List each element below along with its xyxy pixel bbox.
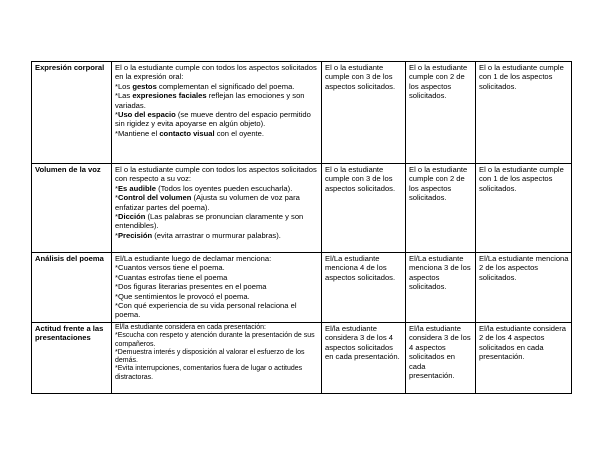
item-keyword: Precisión (117, 230, 153, 240)
description-item: *Con qué experiencia de su vida personal relaciona el poema. (115, 301, 297, 320)
description-item: *Dos figuras literarias presentes en el poema (115, 282, 267, 292)
criterion-cell (32, 253, 112, 323)
level-3-cell (406, 62, 476, 164)
item-keyword: Control del volumen (117, 193, 192, 203)
rubric-row-actitud (32, 323, 572, 394)
level-3-cell (406, 323, 476, 394)
level-4-cell (476, 164, 572, 253)
item-text: (Las palabras se pronuncian claramente y son entendibles). (115, 212, 304, 231)
item-text: (se mueve dentro del espacio permitido sin rigidez y evita apoyarse en algún objeto). (115, 110, 311, 129)
description-item (115, 231, 319, 240)
description-item: *Escucha con respeto y atención durante la presentación de sus compañeros. (115, 332, 315, 348)
item-text: reflejan las emociones y son variadas. (115, 91, 305, 110)
level-text: El o la estudiante cumple con 1 de los aspectos solicitados. (479, 63, 564, 91)
description-intro: El/la estudiante considera en cada presentación: (115, 324, 266, 331)
level-4-cell (476, 323, 572, 394)
criterion-cell (32, 62, 112, 164)
item-prefix: *Mantiene el (115, 128, 160, 138)
rubric-row-volumen (32, 164, 572, 253)
level-2-cell (322, 62, 406, 164)
item-prefix: *Las (115, 91, 133, 101)
rubric-row-expresion (32, 62, 572, 164)
item-keyword: gestos (132, 81, 157, 91)
level-text: El/La estudiante menciona 2 de los aspectos solicitados. (479, 254, 569, 282)
level-4-cell (476, 253, 572, 323)
level-4-cell (476, 62, 572, 164)
description-cell (112, 62, 322, 164)
item-prefix: * (115, 230, 118, 240)
criterion-cell (32, 323, 112, 394)
level-2-cell (322, 323, 406, 394)
level-text: El/la estudiante considera 3 de los 4 aspectos solicitados en cada presentación. (325, 324, 400, 362)
criterion-cell (32, 164, 112, 253)
description-cell (112, 164, 322, 253)
level-text: El o la estudiante cumple con 2 de los aspectos solicitados. (409, 63, 468, 101)
description-intro: El/La estudiante luego de declamar menciona: (115, 254, 272, 263)
level-3-cell (406, 164, 476, 253)
item-prefix: * (115, 110, 118, 120)
description-item: *Cuantas estrofas tiene el poema (115, 272, 228, 282)
level-2-cell (322, 164, 406, 253)
description-item: *Cuantos versos tiene el poema. (115, 263, 225, 273)
description-item (115, 212, 319, 231)
level-3-cell (406, 253, 476, 323)
criterion-label: Expresión corporal (35, 63, 105, 72)
description-intro: El o la estudiante cumple con todos los aspectos solicitados con respecto a su voz: (115, 165, 317, 184)
level-text: El/La estudiante menciona 3 de los aspectos solicitados. (409, 254, 471, 292)
description-cell (112, 253, 322, 323)
description-intro: El o la estudiante cumple con todos los aspectos solicitados en la expresión oral: (115, 63, 317, 82)
item-prefix: *Los (115, 81, 133, 91)
item-prefix: * (115, 193, 118, 203)
description-item (115, 91, 319, 110)
item-text: complementan el significado del poema. (156, 81, 295, 91)
rubric-table (31, 61, 572, 394)
level-text: El o la estudiante cumple con 1 de los aspectos solicitados. (479, 165, 564, 193)
description-cell (112, 323, 322, 394)
description-item (115, 193, 319, 212)
rubric-row-analisis (32, 253, 572, 323)
description-item: *Evita interrupciones, comentarios fuera de lugar o actitudes distractoras. (115, 365, 303, 381)
description-item (115, 82, 319, 91)
item-prefix: * (115, 212, 118, 222)
level-text: El/la estudiante considera 2 de los 4 aspectos solicitados en cada presentación. (479, 324, 566, 362)
criterion-label: Actitud frente a las presentaciones (35, 324, 104, 343)
level-text: El/La estudiante menciona 4 de los aspectos solicitados. (325, 254, 396, 282)
item-text: (evita arrastrar o murmurar palabras). (152, 230, 281, 240)
item-keyword: expresiones faciales (132, 91, 207, 101)
criterion-label: Volumen de la voz (35, 165, 101, 174)
item-text: (Ajusta su volumen de voz para enfatizar partes del poema). (115, 193, 300, 212)
description-item (115, 129, 319, 138)
level-text: El o la estudiante cumple con 2 de los aspectos solicitados. (409, 165, 468, 203)
level-2-cell (322, 253, 406, 323)
description-item (115, 184, 319, 193)
item-prefix: * (115, 183, 118, 193)
item-keyword: Uso del espacio (117, 110, 176, 120)
criterion-label: Análisis del poema (35, 254, 104, 263)
description-item: *Demuestra interés y disposición al valorar el esfuerzo de los demás. (115, 348, 305, 365)
item-keyword: contacto visual (159, 128, 215, 138)
item-keyword: Es audible (117, 183, 156, 193)
item-text: con el oyente. (214, 128, 265, 138)
level-text: El o la estudiante cumple con 3 de los aspectos solicitados. (325, 63, 396, 91)
description-item (115, 110, 319, 129)
item-keyword: Dicción (117, 212, 146, 222)
item-text: (Todos los oyentes pueden escucharla). (155, 183, 293, 193)
description-item: *Que sentimientos le provocó el poema. (115, 291, 250, 301)
level-text: El/la estudiante considera 3 de los 4 aspectos solicitados en cada presentación. (409, 324, 471, 381)
level-text: El o la estudiante cumple con 3 de los aspectos solicitados. (325, 165, 396, 193)
